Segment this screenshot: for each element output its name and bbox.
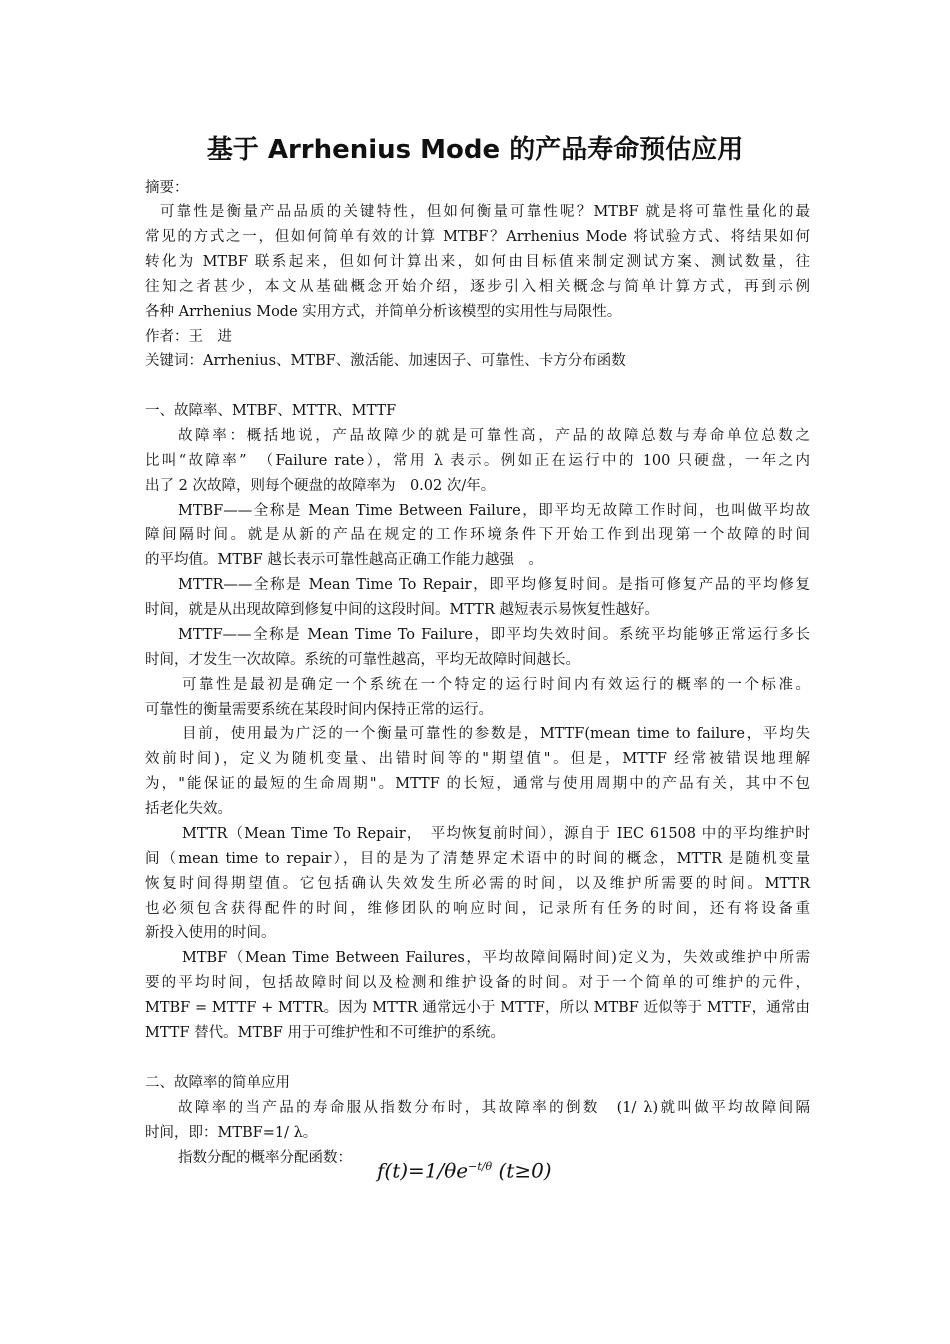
body-line: 故障率的当产品的寿命服从指数分布时，其故障率的倒数 (1/ λ)就叫做平均故障间隔 — [178, 1100, 810, 1116]
body-line: 新投入使用的时间。 — [145, 925, 276, 941]
body-line: 效前时间)，定义为随机变量、出错时间等的"期望值"。但是，MTTF 经常被错误地理解 — [145, 751, 810, 767]
body-line: MTTR——全称是 Mean Time To Repair，即平均修复时间。是指可修复产品的平均修复 — [178, 577, 810, 593]
body-line: 的平均值。MTBF 越长表示可靠性越高正确工作能力越强 。 — [145, 552, 543, 568]
body-line: 障间隔时间。就是从新的产品在规定的工作环境条件下开始工作到出现第一个故障的时间 — [145, 527, 810, 543]
body-line: 为，"能保证的最短的生命周期"。MTTF 的长短，通常与使用周期中的产品有关，其中不包 — [145, 776, 810, 792]
abstract-line: 往知之者甚少，本文从基础概念开始介绍，逐步引入相关概念与简单计算方式，再到示例 — [145, 279, 810, 295]
author-line: 作者：王 进 — [145, 329, 232, 345]
formula-exponent: −t/θ — [468, 1160, 493, 1173]
body-line: 指数分配的概率分配函数： — [178, 1150, 352, 1166]
body-line: 间（mean time to repair），目的是为了清楚界定术语中的时间的概念，MTTR 是随机变量 — [145, 851, 810, 867]
section-heading-2: 二、故障率的简单应用 — [145, 1075, 290, 1091]
formula-condition: (t≥0) — [492, 1158, 552, 1183]
body-line: MTTF 替代。MTBF 用于可维护性和不可维护的系统。 — [145, 1025, 505, 1041]
body-line: MTTR（Mean Time To Repair， 平均恢复前时间），源自于 IEC 61508 中的平均维护时 — [182, 826, 810, 842]
abstract-line: 各种 Arrhenius Mode 实用方式，并简单分析该模型的实用性与局限性。 — [145, 304, 622, 320]
document-title: 基于 Arrhenius Mode 的产品寿命预估应用 — [206, 135, 744, 165]
body-line: 出了 2 次故障，则每个硬盘的故障率为 0.02 次/年。 — [145, 478, 496, 494]
body-line: 可靠性是最初是确定一个系统在一个特定的运行时间内有效运行的概率的一个标准。 — [182, 677, 810, 693]
formula-main: f(t)=1/θe — [377, 1158, 469, 1183]
exponential-pdf-formula — [377, 1152, 552, 1186]
abstract-line: 常见的方式之一，但如何简单有效的计算 MTBF？Arrhenius Mode 将试验方式、将结果如何 — [145, 229, 810, 245]
body-line: MTBF（Mean Time Between Failures，平均故障间隔时间)定义为，失效或维护中所需 — [182, 950, 810, 966]
body-line: MTBF——全称是 Mean Time Between Failure，即平均无故障工作时间，也叫做平均故 — [178, 503, 810, 519]
body-line: 可靠性的衡量需要系统在某段时间内保持正常的运行。 — [145, 702, 493, 718]
body-line: 要的平均时间，包括故障时间以及检测和维护设备的时间。对于一个简单的可维护的元件， — [145, 975, 810, 991]
keywords-line: 关键词：Arrhenius、MTBF、激活能、加速因子、可靠性、卡方分布函数 — [145, 353, 626, 369]
section-heading-1: 一、故障率、MTBF、MTTR、MTTF — [145, 403, 397, 419]
body-line: MTTF——全称是 Mean Time To Failure，即平均失效时间。系统平均能够正常运行多长 — [178, 627, 810, 643]
body-line: 目前，使用最为广泛的一个衡量可靠性的参数是，MTTF(mean time to failure，平均失 — [182, 726, 810, 742]
body-line: 恢复时间得期望值。它包括确认失效发生所必需的时间，以及维护所需要的时间。MTTR — [145, 876, 810, 892]
body-line: MTBF = MTTF + MTTR。因为 MTTR 通常远小于 MTTF，所以 MTBF 近似等于 MTTF，通常由 — [145, 1000, 810, 1016]
body-line: 也必须包含获得配件的时间，维修团队的响应时间，记录所有任务的时间，还有将设备重 — [145, 901, 810, 917]
body-line: 比叫“故障率” （Failure rate），常用 λ 表示。例如正在运行中的 100 只硬盘，一年之内 — [145, 453, 810, 469]
body-line: 时间，就是从出现故障到修复中间的这段时间。MTTR 越短表示易恢复性越好。 — [145, 602, 659, 618]
abstract-label: 摘要： — [145, 180, 189, 196]
abstract-line: 转化为 MTBF 联系起来，但如何计算出来，如何由目标值来制定测试方案、测试数量，往 — [145, 254, 810, 270]
body-line: 故障率：概括地说，产品故障少的就是可靠性高，产品的故障总数与寿命单位总数之 — [178, 428, 810, 444]
body-line: 时间，即：MTBF=1/ λ。 — [145, 1125, 318, 1141]
body-line: 时间，才发生一次故障。系统的可靠性越高，平均无故障时间越长。 — [145, 652, 580, 668]
body-line: 括老化失效。 — [145, 801, 232, 817]
abstract-line: 可靠性是衡量产品品质的关键特性，但如何衡量可靠性呢？MTBF 就是将可靠性量化的最 — [160, 204, 810, 220]
